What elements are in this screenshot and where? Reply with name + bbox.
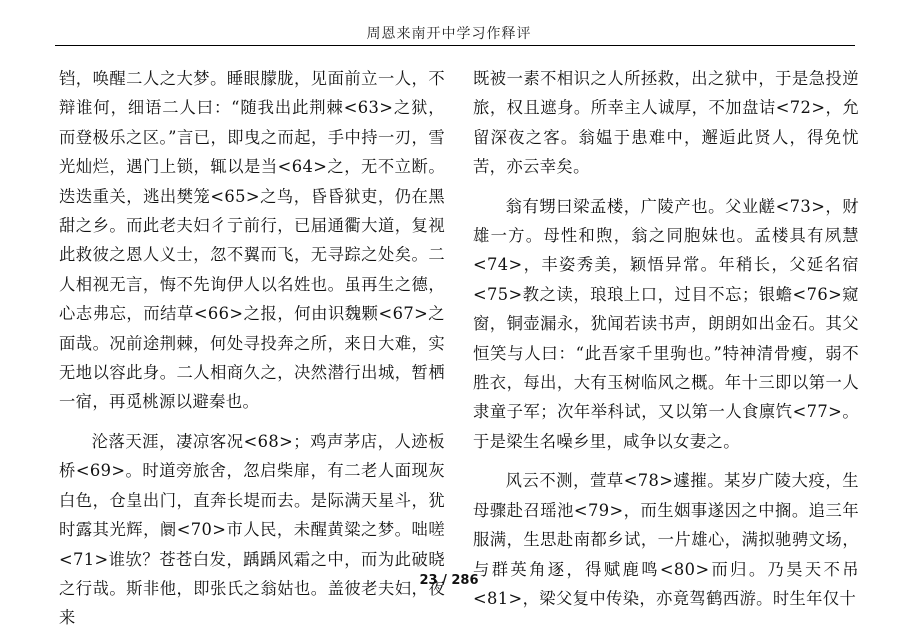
right-text-column [473,64,859,613]
left-text-column [59,64,445,633]
running-header-title: 周恩来南开中学习作释评 [366,26,532,42]
left-paragraph-2: 沦落天涯，凄凉客况<68>；鸡声茅店，人迹板桥<69>。时道旁旅舍，忽启柴扉，有二老人面现灰白色，仓皇出门，直奔长堤而去。是际满天星斗，犹时露其光辉，阛<70>市人民，未醒黄粱之梦。咄嗟<71>谁欤？苍苍白发，踽踽风霜之中，而为此破晓之行哉。斯非他，即张氏之翁姑也。盖彼老夫妇，夜来 [59,431,445,628]
left-paragraph-continued: 铛，唤醒二人之大梦。睡眼朦胧，见面前立一人，不辩谁何，细语二人曰：“随我出此荆棘<63>之狱，而登极乐之区。”言已，即曳之而起，手中持一刃，雪光灿烂，遇门上锁，辄以是当<64>之，无不立断。迭迭重关，逃出樊笼<65>之鸟，昏昏狱吏，仍在黑甜之乡。而此老夫妇彳亍前行，已届通衢大道，复视此救彼之恩人义士，忽不翼而飞，无寻踪之处矣。二人相视无言，悔不先询伊人以名姓也。虽再生之德，心志弗忘，而结草<66>之报，何由识魏颗<67>之面哉。况前途荆棘，何处寻投奔之所，来日大难，实无地以容此身。二人相商久之，决然潜行出城，暂栖一宿，再觅桃源以避秦也。 [59,69,445,412]
right-paragraph-continued: 既被一素不相识之人所拯救，出之狱中，于是急投逆旅，权且遮身。所幸主人诚厚，不加盘诘<72>，允留深夜之客。翁媪于患难中，邂逅此贤人，得免忧苦，亦云幸矣。 [473,69,859,177]
right-paragraph-2: 翁有甥曰梁孟楼，广陵产也。父业鹾<73>，财雄一方。母性和煦，翁之同胞妹也。孟楼具有夙慧<74>，丰姿秀美，颖悟异常。年稍长，父延名宿<75>教之读，琅琅上口，过目不忘；银蟾<76>窥窗，铜壶漏永，犹闻若读书声，朗朗如出金石。其父恒笑与人曰：“此吾家千里驹也。”特神清骨瘦，弱不胜衣，每出，大有玉树临风之概。年十三即以第一人隶童子军；次年举科试，又以第一人食廪饩<77>。于是梁生名噪乡里，咸争以女妻之。 [473,196,859,451]
header-rule [55,45,855,46]
right-paragraph-3: 风云不测，萱草<78>遽摧。某岁广陵大疫，生母骤赴召瑶池<79>，而生姻事遂因之中搁。追三年服满，生思赴南都乡试，一片雄心，满拟驰骋文场，与群英角逐，得赋鹿鸣<80>而归。乃昊天不吊<81>，梁父复中传染，亦竟驾鹤西游。时生年仅十 [473,471,859,608]
page-indicator: 23 / 286 [419,573,479,588]
